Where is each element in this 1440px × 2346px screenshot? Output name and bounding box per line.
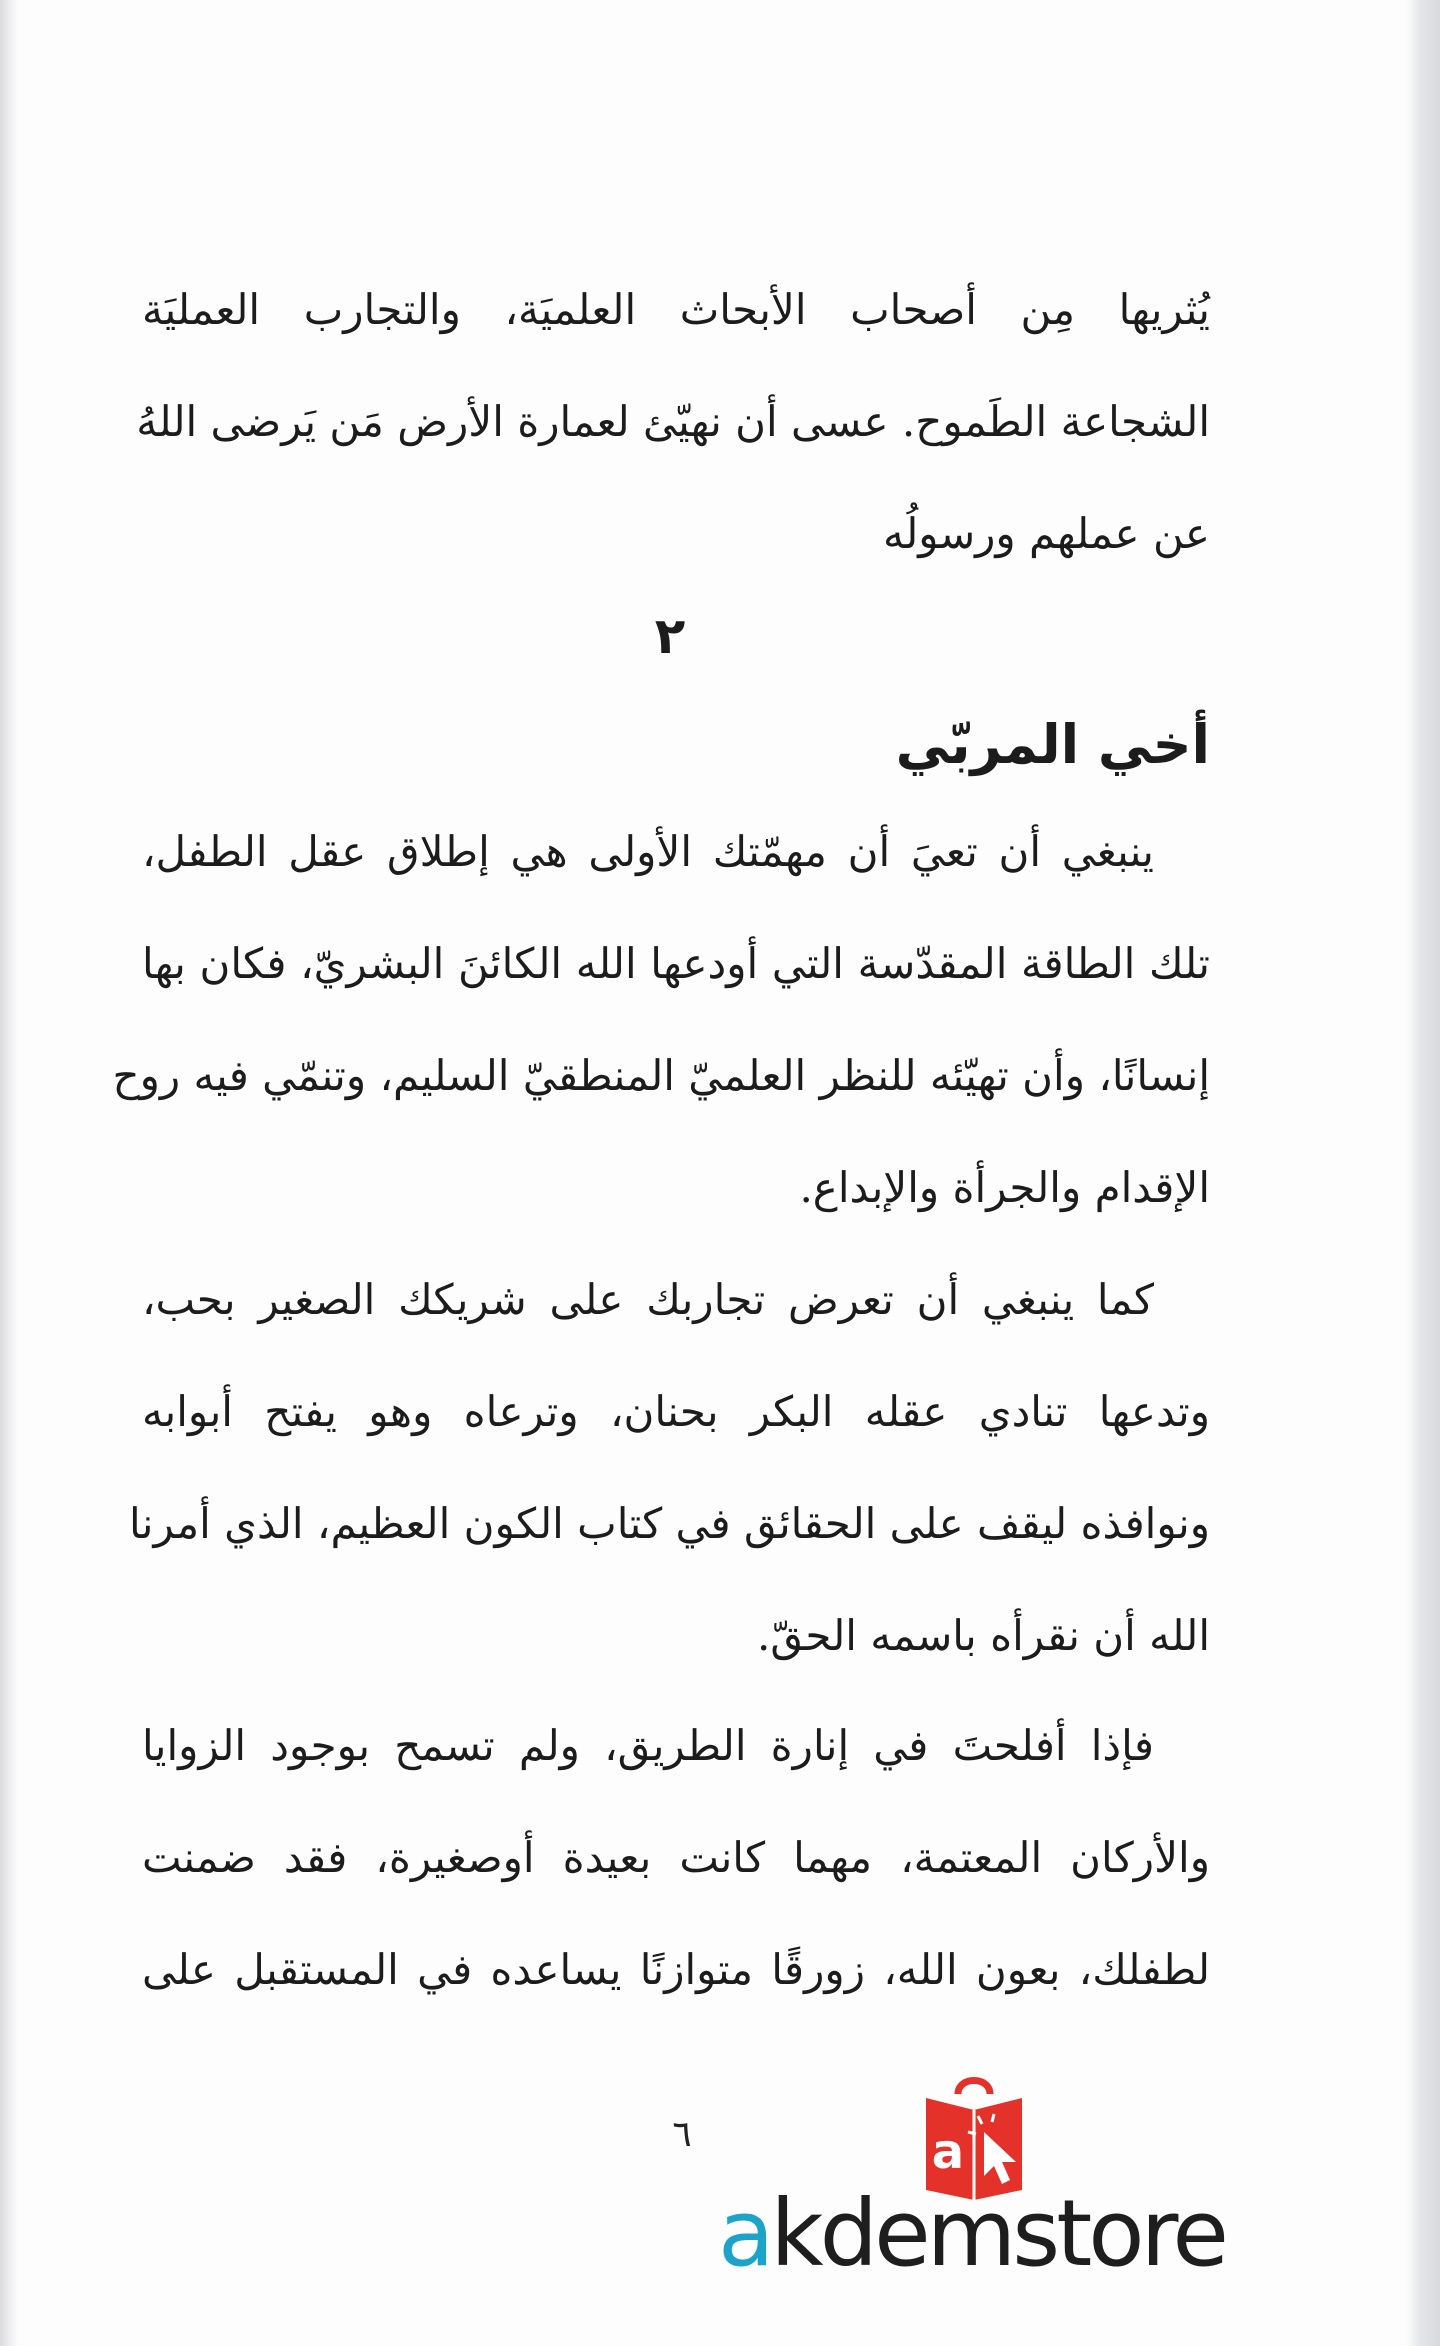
text-line: ونوافذه ليقف على الحقائق في كتاب الكون العظيم، الذي أمرنا [129,1499,1210,1548]
text-line: والأركان المعتمة، مهما كانت بعيدة أوصغيرة، فقد ضمنت [142,1833,1210,1882]
akdemstore-watermark [718,2072,1238,2287]
text-line: كما ينبغي أن تعرض تجاربك على شريكك الصغير بحب، [142,1275,1154,1324]
text-line: ينبغي أن تعيَ أن مهمّتك الأولى هي إطلاق عقل الطفل، [142,827,1154,876]
text-line: الله أن نقرأه باسمه الحقّ. [756,1611,1210,1660]
logo-wordmark-a: a [718,2180,771,2287]
text-line: عن عملهم ورسولُه [882,509,1210,558]
text-line: الشجاعة الطَموح. عسى أن نهيّئ لعمارة الأرض مَن يَرضى اللهُ [136,397,1210,446]
paragraph-3 [142,1706,1210,2016]
text-line: فإذا أفلحتَ في إنارة الطريق، ولم تسمح بوجود الزوايا [142,1721,1154,1770]
text-line: يُثريها مِن أصحاب الأبحاث العلميَة، والتجارب العمليَة [142,285,1210,334]
paragraph-continued [136,270,1210,558]
paragraph-1 [112,812,1210,1232]
text-line: تلك الطاقة المقدّسة التي أودعها الله الكائنَ البشريّ، فكان بها [142,939,1210,988]
paragraph-2 [129,1260,1210,1680]
logo-letter: a [931,2124,965,2180]
chapter-number: ٢ [654,607,686,665]
text-line: لطفلك، بعون الله، زورقًا متوازنًا يساعده في المستقبل على [142,1945,1210,1994]
section-heading: أخي المربّي [895,713,1210,776]
spine-shadow [1406,0,1440,2346]
text-line: الإقدام والجرأة والإبداع. [799,1163,1210,1212]
logo-wordmark-rest: kdemstore [770,2180,1225,2287]
text-line: إنسانًا، وأن تهيّئه للنظر العلميّ المنطقيّ السليم، وتنمّي فيه روح [112,1051,1210,1100]
page-edge [0,0,18,2346]
logo-wordmark [718,2180,1225,2287]
page-number: ٦ [672,2114,692,2155]
text-line: وتدعها تنادي عقله البكر بحنان، وترعاه وهو يفتح أبوابه [142,1387,1210,1436]
